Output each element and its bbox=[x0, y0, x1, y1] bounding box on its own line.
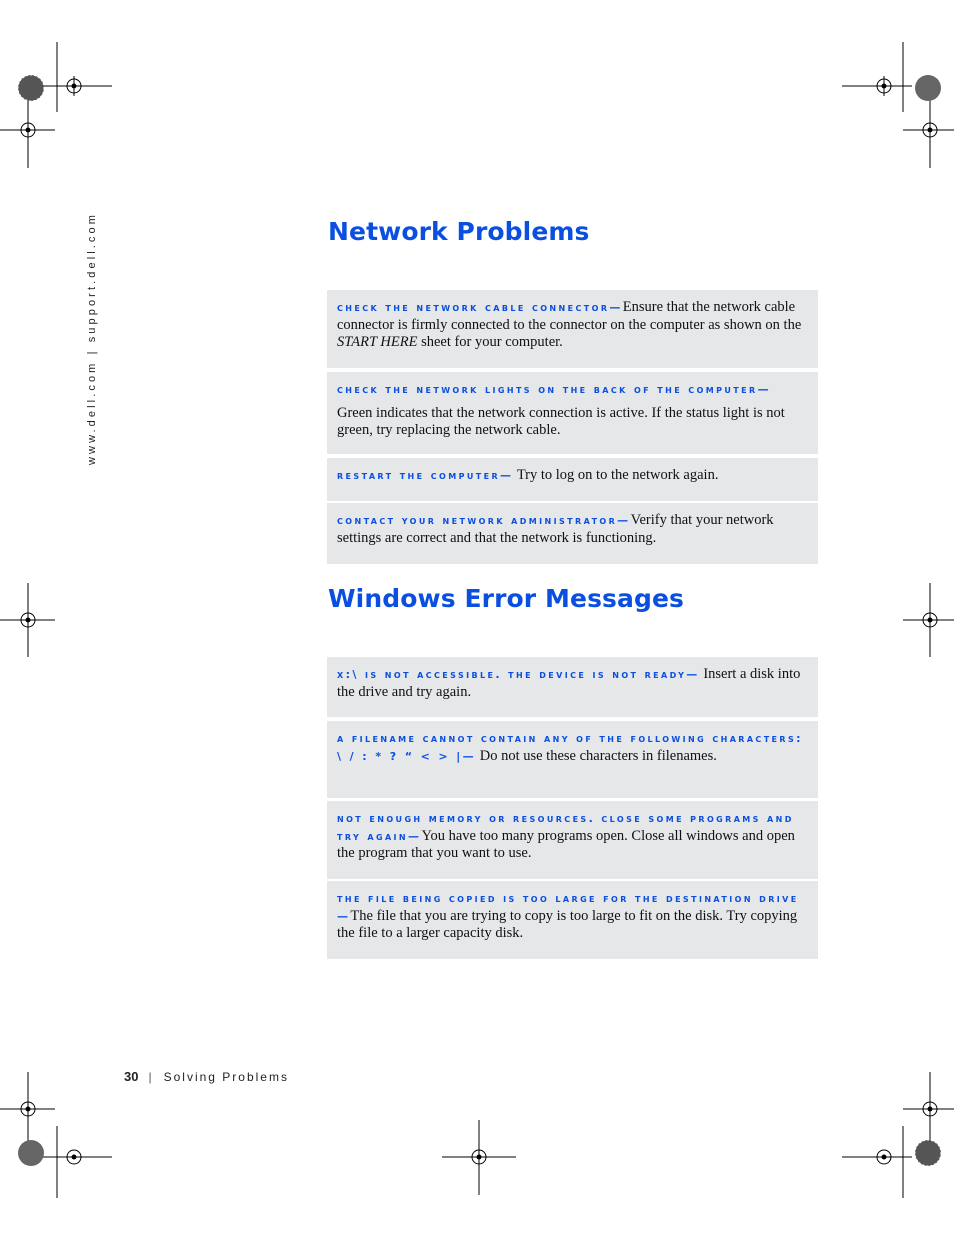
item-tail: sheet for your computer. bbox=[417, 334, 563, 350]
section-title-network: Network Problems bbox=[328, 217, 590, 246]
item-lead: check the network lights on the back of the computer— bbox=[337, 383, 771, 396]
item-body: Green indicates that the network connection is active. If the status light is not green, try replacing the network cable. bbox=[337, 404, 785, 438]
error-message-item bbox=[327, 881, 818, 959]
error-message-item bbox=[327, 657, 818, 717]
item-body: Verify that your network settings are correct and that the network is functioning. bbox=[337, 512, 774, 546]
error-message-item bbox=[327, 721, 818, 798]
item-body: Try to log on to the network again. bbox=[516, 467, 719, 483]
footer-section: Solving Problems bbox=[163, 1070, 289, 1084]
item-body: Do not use these characters in filenames. bbox=[479, 747, 717, 764]
item-body: Insert a disk into the drive and try again. bbox=[337, 666, 801, 700]
item-lead: check the network cable connector— bbox=[337, 301, 623, 314]
item-lead: contact your network administrator— bbox=[337, 514, 631, 527]
error-message-item bbox=[327, 801, 818, 879]
item-lead: restart the computer— bbox=[337, 469, 514, 482]
item-lead: the file being copied is too large for the destination drive— bbox=[337, 892, 799, 923]
page-footer bbox=[124, 1069, 289, 1084]
item-body: Ensure that the network cable connector is firmly connected to the connector on the computer as shown on the bbox=[337, 299, 802, 333]
troubleshoot-item bbox=[327, 458, 818, 501]
page-number: 30 bbox=[124, 1069, 139, 1084]
item-body: You have too many programs open. Close all windows and open the program that you want to use. bbox=[337, 827, 795, 861]
item-emphasis: START HERE bbox=[337, 334, 418, 350]
section-title-windows: Windows Error Messages bbox=[328, 584, 685, 613]
troubleshoot-item bbox=[327, 372, 818, 454]
sidebar-url: www.dell.com | support.dell.com bbox=[86, 211, 98, 465]
item-lead: a filename cannot contain any of the following characters: \ / : * ? “ < > |— bbox=[337, 732, 803, 763]
troubleshoot-item bbox=[327, 503, 818, 564]
item-lead: not enough memory or resources. close some programs and try again— bbox=[337, 812, 794, 843]
footer-separator: | bbox=[148, 1070, 152, 1084]
item-body: The file that you are trying to copy is too large to fit on the disk. Try copying the file to a larger capacity disk. bbox=[337, 907, 798, 941]
troubleshoot-item bbox=[327, 290, 818, 368]
item-lead: x:\ is not accessible. the device is not ready— bbox=[337, 668, 700, 681]
